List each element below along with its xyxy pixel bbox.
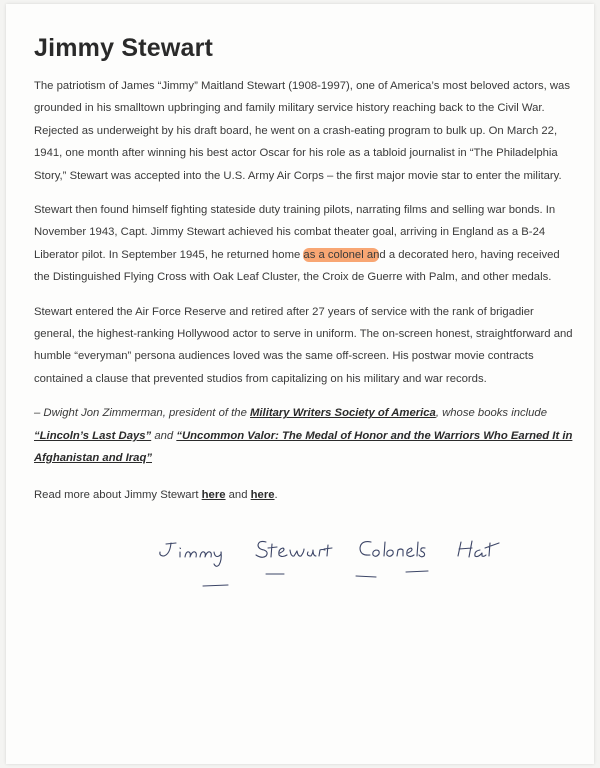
page-title: Jimmy Stewart	[34, 34, 214, 62]
read-more-prefix: Read more about Jimmy Stewart	[34, 488, 202, 501]
read-more-suffix: .	[274, 488, 278, 501]
read-more-link-2[interactable]: here	[250, 488, 275, 501]
read-more-middle: and	[225, 488, 251, 501]
handwriting-underline-4	[406, 571, 428, 572]
handwriting-word-colonels	[360, 542, 425, 557]
handwriting-word-hat	[458, 541, 499, 557]
article	[34, 34, 574, 518]
handwriting-word-stewart	[256, 541, 332, 557]
author-credit	[34, 402, 574, 469]
handwritten-note	[156, 534, 516, 594]
read-more-link-1[interactable]: here	[201, 488, 226, 501]
paragraph-3: Stewart entered the Air Force Reserve and retired after 27 years of service with the rank of brigadier general, the highest-ranking Hollywood actor to serve in uniform. The on-screen honest, straightforward and humble “everyman” persona audiences loved was the same off-screen. His postwar movie contracts contained a clause that prevented studios from capitalizing on his military and war records.	[34, 305, 573, 385]
document-page	[6, 4, 594, 764]
read-more	[34, 484, 574, 506]
credit-and: and	[151, 429, 177, 442]
highlighted-text: as a colonel an	[303, 248, 380, 261]
paragraph-1: The patriotism of James “Jimmy” Maitland Stewart (1908-1997), one of America’s most beloved actors, was grounded in his smalltown upbringing and family military service history reaching back to the Civil War. Rejected as underweight by his draft board, he went on a crash-eating program to bulk up. On March 22, 1941, one month after winning his best actor Oscar for his role as a tabloid journalist in “The Philadelphia Story,” Stewart was accepted into the U.S. Army Air Corps – the first major movie star to enter the military.	[34, 80, 570, 182]
handwriting-underline-1	[203, 585, 228, 586]
handwriting-word-jimmy	[160, 543, 221, 566]
org-link[interactable]: Military Writers Society of America	[250, 407, 436, 420]
credit-middle: , whose books include	[435, 407, 547, 420]
book-link-uncommon-valor[interactable]: “Uncommon Valor: The Medal of Honor and the Warriors Who Earned It in Afghanistan and Iraq”	[34, 429, 573, 465]
paragraph-2-text-start: Stewart then found himself fighting stateside duty training pilots, narrating films and selling war bonds. In November 1943, Capt. Jimmy Stewart achieved his combat theater goal, arriving in England as a B-24 Liberator pilot. In September 1945, he returned home	[34, 204, 556, 261]
credit-prefix: – Dwight Jon Zimmerman, president of the	[34, 407, 250, 420]
paragraph-2	[34, 199, 574, 289]
handwriting-underline-3	[356, 576, 376, 577]
paragraph-2-text-end: d a decorated hero, having received the Distinguished Flying Cross with Oak Leaf Cluster, the Croix de Guerre with Palm, and other medals.	[34, 248, 560, 284]
book-link-lincoln[interactable]: “Lincoln’s Last Days”	[34, 429, 152, 442]
